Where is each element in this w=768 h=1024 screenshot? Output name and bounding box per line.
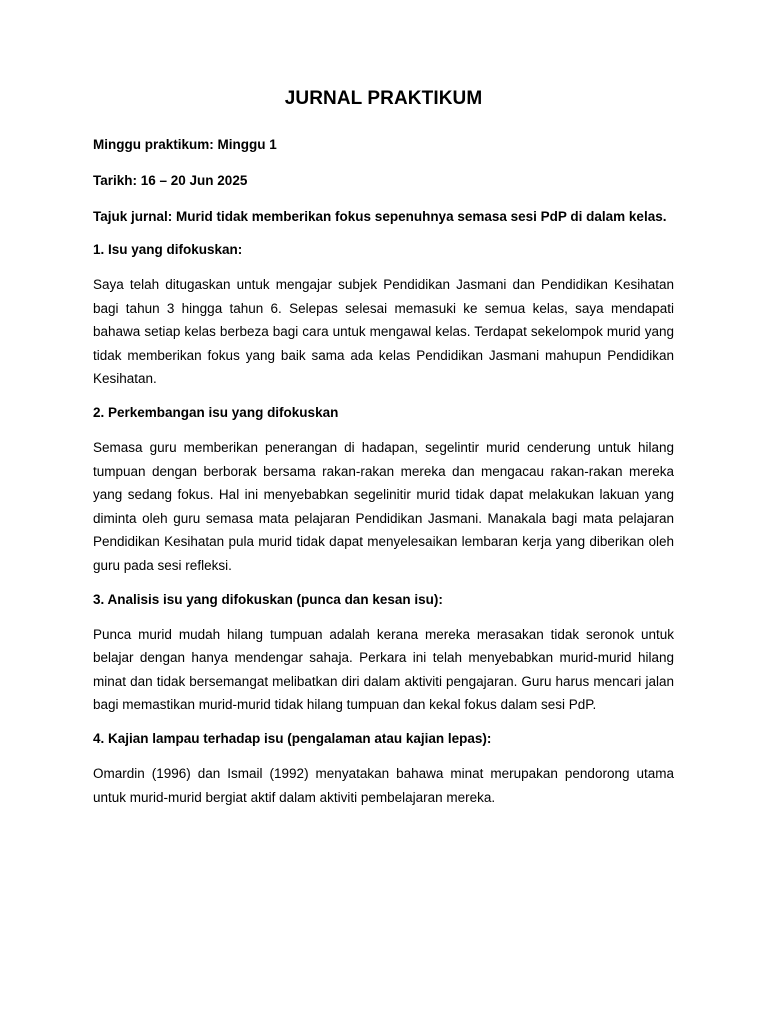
section-heading: 2. Perkembangan isu yang difokuskan [93,404,339,420]
section-body: Semasa guru memberikan penerangan di hadapan, segelintir murid cenderung untuk hilang tumpuan dengan berborak bersama rakan-rakan mereka dan mengacau rakan-rakan mereka yang sedang fokus. Hal ini menyebabkan segelinitir murid tidak dapat melakukan lakuan yang diminta oleh guru semasa mata pelajaran Pendidikan Jasmani. Manakala bagi mata pelajaran Pendidikan Kesihatan pula murid tidak dapat menyelesaikan lembaran kerja yang diberikan oleh guru pada sesi refleksi. [93,439,674,573]
section-4 [93,727,674,809]
section-body: Punca murid mudah hilang tumpuan adalah kerana mereka merasakan tidak seronok untuk belajar dengan hanya mendengar sahaja. Perkara ini telah menyebabkan murid-murid hilang minat dan tidak bersemangat melibatkan diri dalam aktiviti pengajaran. Guru harus mencari jalan bagi memastikan murid-murid tidak hilang tumpuan dan kekal fokus dalam sesi PdP. [93,626,674,713]
section-1 [93,238,674,391]
section-body: Saya telah ditugaskan untuk mengajar subjek Pendidikan Jasmani dan Pendidikan Kesihatan bagi tahun 3 hingga tahun 6. Selepas selesai memasuki ke semua kelas, saya mendapati bahawa setiap kelas berbeza bagi cara untuk mengawal kelas. Terdapat sekelompok murid yang tidak memberikan fokus yang baik sama ada kelas Pendidikan Jasmani mahupun Pendidikan Kesihatan. [93,277,674,387]
journal-topic: Tajuk jurnal: Murid tidak memberikan fokus sepenuhnya semasa sesi PdP di dalam kelas. [93,209,667,224]
section-heading: 4. Kajian lampau terhadap isu (pengalaman atau kajian lepas): [93,730,492,746]
section-3 [93,588,674,717]
section-body: Omardin (1996) dan Ismail (1992) menyatakan bahawa minat merupakan pendorong utama untuk murid-murid bergiat aktif dalam aktiviti pembelajaran mereka. [93,765,674,805]
practicum-week: Minggu praktikum: Minggu 1 [93,137,277,152]
page-title: JURNAL PRAKTIKUM [284,88,483,109]
section-heading: 3. Analisis isu yang difokuskan (punca dan kesan isu): [93,591,443,607]
section-2 [93,401,674,578]
section-heading: 1. Isu yang difokuskan: [93,242,243,257]
journal-page [93,0,674,809]
practicum-date: Tarikh: 16 – 20 Jun 2025 [93,173,248,188]
